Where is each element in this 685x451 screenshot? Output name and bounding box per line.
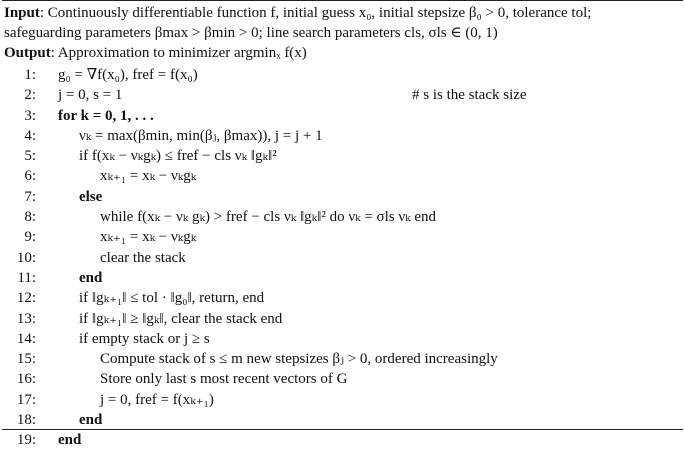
line-number: 17:	[16, 391, 36, 408]
line-number: 8:	[24, 209, 36, 226]
algo-line-8	[2, 207, 683, 227]
algo-line-7	[2, 187, 683, 207]
algo-line-11	[2, 268, 683, 288]
line-text: Compute stack of s ≤ m new stepsizes βⱼ > 0, ordered increasingly	[100, 351, 498, 368]
algorithm-box	[2, 0, 683, 449]
output-text: : Approximation to minimizer argminₓ f(x)	[50, 45, 307, 61]
input-text: : Continuously differentiable function f, initial guess x₀, initial stepsize β₀ > 0, tolerance tol;	[39, 5, 592, 21]
line-number: 11:	[17, 269, 36, 286]
line-text: xₖ₊₁ = xₖ − νₖgₖ	[100, 168, 197, 185]
line-number: 3:	[24, 107, 36, 124]
line-number: 15:	[16, 351, 36, 368]
line-number: 7:	[24, 188, 36, 205]
line-text: xₖ₊₁ = xₖ − νₖgₖ	[100, 229, 197, 246]
output-line	[4, 43, 679, 63]
algo-line-9	[2, 227, 683, 247]
algo-line-18	[2, 410, 683, 430]
algo-line-12	[2, 288, 683, 308]
line-text: if ‖gₖ₊₁‖ ≤ tol · ‖g₀‖, return, end	[79, 290, 265, 307]
line-text: if f(xₖ − νₖgₖ) ≤ fref − cls νₖ ‖gₖ‖²	[79, 148, 277, 165]
line-comment: # s is the stack size	[412, 87, 527, 104]
line-text: clear the stack	[100, 249, 186, 266]
algo-line-14	[2, 329, 683, 349]
line-text: while f(xₖ − νₖ gₖ) > fref − cls νₖ ‖gₖ‖² do νₖ = σls νₖ end	[100, 209, 437, 226]
line-text: j = 0, s = 1	[58, 87, 123, 104]
line-number: 1:	[24, 67, 36, 83]
line-number: 12:	[16, 290, 36, 307]
line-text: for k = 0, 1, . . .	[58, 107, 154, 124]
line-number: 16:	[16, 371, 36, 388]
algo-line-19	[2, 430, 683, 450]
line-text: if empty stack or j ≥ s	[79, 330, 210, 347]
input-line	[4, 3, 679, 23]
algo-line-1	[2, 65, 683, 85]
algo-line-3	[2, 106, 683, 126]
algo-line-10	[2, 248, 683, 268]
line-number: 14:	[16, 330, 36, 347]
algorithm-header	[2, 1, 683, 63]
line-text: end	[79, 269, 103, 286]
line-text: else	[79, 188, 103, 205]
line-text: end	[58, 432, 82, 449]
algo-line-17	[2, 390, 683, 410]
algo-line-13	[2, 309, 683, 329]
algo-line-5	[2, 146, 683, 166]
input-line-2: safeguarding parameters βmax > βmin > 0; line search parameters cls, σls ∈ (0, 1)	[4, 25, 498, 41]
algo-line-15	[2, 349, 683, 369]
algo-line-16	[2, 369, 683, 389]
line-number: 6:	[24, 168, 36, 185]
line-text: νₖ = max(βmin, min(βⱼ, βmax)), j = j + 1	[79, 127, 323, 144]
line-text: j = 0, fref = f(xₖ₊₁)	[100, 391, 214, 408]
algo-line-4	[2, 126, 683, 146]
output-label: Output	[4, 45, 51, 61]
algo-line-2	[2, 85, 683, 105]
line-number: 4:	[24, 127, 36, 144]
line-text: end	[79, 412, 103, 429]
line-number: 19:	[16, 432, 36, 449]
line-text: g₀ = ∇f(x₀), fref = f(x₀)	[58, 67, 198, 83]
line-number: 2:	[24, 87, 36, 104]
line-number: 5:	[24, 148, 36, 165]
algorithm-lines	[2, 65, 683, 451]
line-text: Store only last s most recent vectors of G	[100, 371, 348, 388]
line-number: 13:	[16, 310, 36, 327]
input-label: Input	[4, 5, 40, 21]
line-number: 9:	[24, 229, 36, 246]
line-number: 10:	[16, 249, 36, 266]
line-number: 18:	[16, 412, 36, 429]
line-text: if ‖gₖ₊₁‖ ≥ ‖gₖ‖, clear the stack end	[79, 310, 283, 327]
algo-line-6	[2, 166, 683, 186]
